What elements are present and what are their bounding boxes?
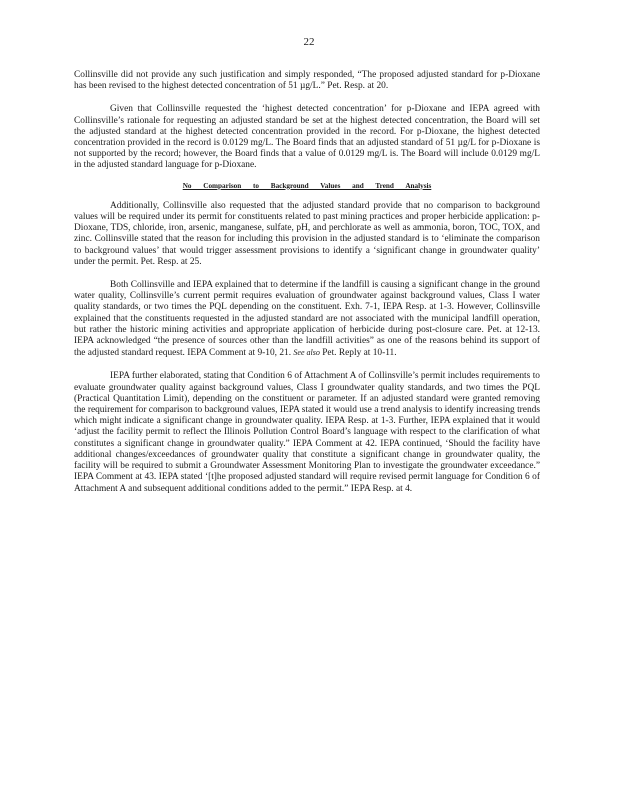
paragraph-explanation-main: Both Collinsville and IEPA explained that to determine if the landfill is causing a significant change in the ground water quality, Collinsville’s current permit requires evaluation of groundwater against background values, Class I water quality standards, or two times the PQL depending on the constituent. Exh. 7-1, IEPA Resp. at 1-3. However, Collinsville explained that the constituents requested in the adjusted standard are not associated with the municipal landfill operation, but rather the historic mining activities and appropriate application of herbicide during post-closure care. Pet. at 12-13. IEPA acknowledged “the presence of sources other than the landfill activities” as one of the reasons behind its support of the adjusted standard request. IEPA Comment at 9-10, 21.: [74, 280, 540, 359]
paragraph-continuation: Collinsville did not provide any such justification and simply responded, “The proposed adjusted standard for p-Dioxane has been revised to the highest detected concentration of 51 µg/L.” Pet. Resp. at 20.: [74, 70, 540, 92]
paragraph-iepa-elaboration: IEPA further elaborated, stating that Condition 6 of Attachment A of Collinsville’s permit includes requirements to evaluate groundwater quality against background values, Class I groundwater quality standards, and two times the PQL (Practical Quantitation Limit), depending on the constituent or parameter. If an adjusted standard were granted removing the requirement for comparison to background values, IEPA stated it would use a trend analysis to identify increasing trends which might indicate a significant change in groundwater quality. IEPA Resp. at 1-3. Further, IEPA explained that it would ‘adjust the facility permit to reflect the Illinois Pollution Control Board’s language with respect to the clarification of what constitutes a significant change in groundwater quality.” IEPA Comment at 42. IEPA continued, ‘Should the facility have additional changes/exceedances of groundwater quality that constitute a significant change in groundwater quality, the facility will be required to submit a Groundwater Assessment Monitoring Plan to investigate the groundwater exceedance.” IEPA Comment at 43. IEPA stated ‘[t]he proposed adjusted standard will require revised permit language for Condition 6 of Attachment A and subsequent additional conditions added to the permit.” IEPA Resp. at 4.: [74, 371, 540, 494]
paragraph-additional-request: Additionally, Collinsville also requested that the adjusted standard provide that no comparison to background values will be required under its permit for constituents related to past mining practices and proper herbicide application: p-Dioxane, TDS, chloride, iron, arsenic, manganese, sulfate, pH, and perchlorate as well as ammonia, boron, TOC, TOX, and zinc. Collinsville stated that the reason for including this provision in the adjusted standard is to ‘eliminate the comparison to background values’ that would trigger assessment provisions to identify a ‘significant change in groundwater quality’ under the permit. Pet. Resp. at 25.: [74, 200, 540, 267]
see-also-signal: See also: [293, 348, 320, 358]
paragraph-explanation-citation: Pet. Reply at 10-11.: [322, 348, 397, 359]
page-number: 22: [303, 36, 315, 48]
paragraph-board-finding: Given that Collinsville requested the ‘highest detected concentration’ for p-Dioxane and IEPA agreed with Collinsville’s rationale for requesting an adjusted standard be set at the highest detected concentration, the Board will set the adjusted standard at the highest detected concentration provided in the record. For p-Dioxane, the highest detected concentration provided in the record is 0.0129 mg/L. The Board finds that an adjusted standard of 51 µg/L for p-Dioxane is not supported by the record; however, the Board finds that a value of 0.0129 mg/L is. The Board will include 0.0129 mg/L in the adjusted standard language for p-Dioxane.: [74, 104, 540, 171]
section-heading: No Comparison to Background Values and Trend Analysis: [182, 181, 432, 190]
body-text: [74, 70, 540, 495]
paragraph-explanation: [74, 280, 540, 359]
